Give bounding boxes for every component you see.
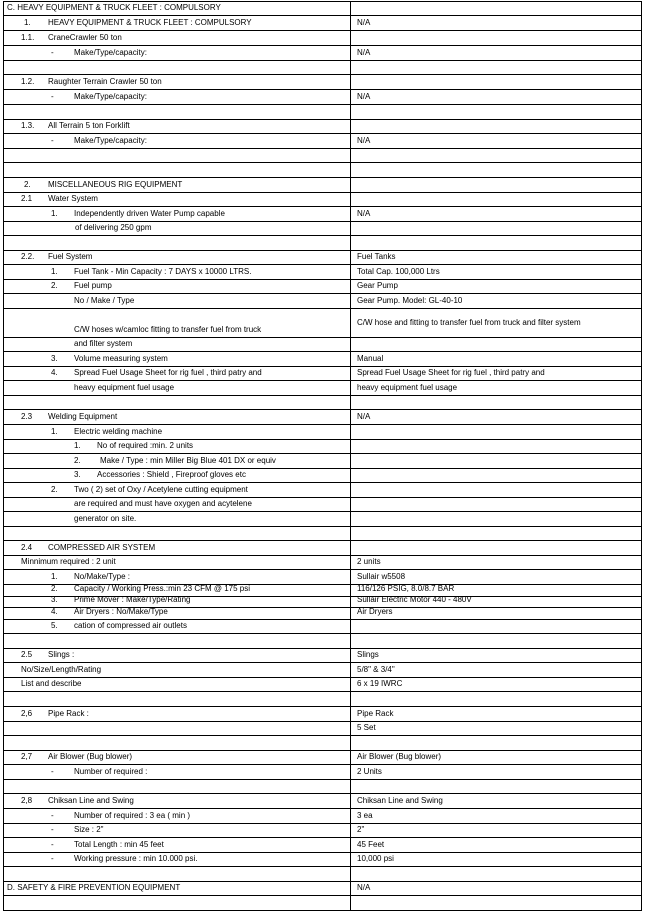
response-text: Sullair w5508 (357, 572, 406, 581)
response-cell (351, 105, 641, 119)
table-row (4, 556, 641, 570)
requirement-cell (4, 425, 351, 439)
requirement-text: CraneCrawler 50 ton (48, 33, 122, 42)
table-row (4, 90, 641, 105)
response-text: N/A (357, 92, 371, 101)
table-row (4, 46, 641, 61)
table-row (4, 16, 641, 31)
response-cell (351, 634, 641, 648)
requirement-cell (4, 440, 351, 453)
requirement-text: 1. (51, 572, 58, 581)
table-row (4, 824, 641, 838)
response-cell (351, 75, 641, 89)
response-cell (351, 440, 641, 453)
requirement-cell (4, 16, 351, 30)
table-row (4, 294, 641, 309)
requirement-cell (4, 794, 351, 808)
table-row (4, 75, 641, 90)
requirement-cell (4, 867, 351, 881)
response-text: Spread Fuel Usage Sheet for rig fuel , third patry and (357, 368, 545, 377)
response-cell (351, 765, 641, 779)
table-row (4, 570, 641, 585)
requirement-cell (4, 352, 351, 366)
response-cell (351, 425, 641, 439)
requirement-text: MISCELLANEOUS RIG EQUIPMENT (48, 180, 183, 189)
response-cell (351, 396, 641, 409)
requirement-text: - (51, 767, 54, 776)
response-cell (351, 207, 641, 221)
table-row (4, 498, 641, 512)
requirement-text: Working pressure : min 10.000 psi. (74, 854, 198, 863)
requirement-cell (4, 692, 351, 706)
requirement-text: No / Make / Type (74, 296, 135, 305)
requirement-cell (4, 149, 351, 162)
response-cell (351, 178, 641, 192)
table-row (4, 352, 641, 367)
requirement-text: 1.2. (21, 77, 35, 86)
response-text: Manual (357, 354, 384, 363)
table-row (4, 61, 641, 75)
response-text: C/W hose and fitting to transfer fuel from truck and filter system (357, 318, 581, 327)
requirement-cell (4, 46, 351, 60)
table-row (4, 469, 641, 483)
requirement-text: - (51, 92, 54, 101)
requirement-cell (4, 751, 351, 764)
requirement-text: Welding Equipment (48, 412, 118, 421)
table-row (4, 780, 641, 794)
requirement-cell (4, 570, 351, 584)
requirement-text: Accessories : Shield , Fireproof gloves etc (97, 470, 246, 479)
requirement-text: 4. (51, 368, 58, 377)
requirement-cell (4, 707, 351, 721)
requirement-text: Fuel Tank - Min Capacity : 7 DAYS x 10000 LTRS. (74, 267, 252, 276)
requirement-text: Volume measuring system (74, 354, 168, 363)
response-cell (351, 294, 641, 308)
requirement-cell (4, 236, 351, 250)
requirement-cell (4, 454, 351, 468)
requirement-text: 2. (51, 281, 58, 290)
requirement-text: Pipe Rack : (48, 709, 89, 718)
response-text: 10,000 psi (357, 854, 394, 863)
response-text: N/A (357, 18, 371, 27)
table-row (4, 765, 641, 780)
response-text: Gear Pump. Model: GL-40-10 (357, 296, 463, 305)
response-text: 45 Feet (357, 840, 385, 849)
response-cell (351, 649, 641, 662)
requirement-text: Make/Type/capacity: (74, 136, 147, 145)
requirement-cell (4, 663, 351, 677)
response-cell (351, 265, 641, 279)
requirement-cell (4, 556, 351, 569)
response-cell (351, 570, 641, 584)
requirement-cell (4, 882, 351, 895)
requirement-text: No of required :min. 2 units (97, 441, 194, 450)
response-cell (351, 663, 641, 677)
requirement-cell (4, 824, 351, 837)
response-text: N/A (357, 48, 371, 57)
requirement-text: HEAVY EQUIPMENT & TRUCK FLEET : COMPULSORY (48, 18, 252, 27)
table-row (4, 338, 641, 352)
requirement-text: 2,8 (21, 796, 33, 805)
response-cell (351, 736, 641, 750)
requirement-cell (4, 163, 351, 177)
requirement-cell (4, 483, 351, 497)
table-row (4, 483, 641, 498)
requirement-text: - (51, 840, 54, 849)
requirement-text: Total Length : min 45 feet (74, 840, 164, 849)
requirement-text: C. HEAVY EQUIPMENT & TRUCK FLEET : COMPULSORY (7, 3, 221, 12)
table-row (4, 751, 641, 765)
response-cell (351, 352, 641, 366)
response-text: Air Blower (Bug blower) (357, 752, 442, 761)
requirement-cell (4, 469, 351, 482)
requirement-text: - (51, 811, 54, 820)
requirement-text: C/W hoses w/camloc fitting to transfer fuel from truck (74, 325, 262, 334)
requirement-text: 2,6 (21, 709, 33, 718)
requirement-text: 4. (51, 607, 58, 616)
requirement-text: No/Make/Type : (74, 572, 131, 581)
requirement-cell (4, 90, 351, 104)
table-row (4, 527, 641, 541)
response-cell (351, 381, 641, 395)
requirement-cell (4, 541, 351, 555)
table-row (4, 396, 641, 410)
table-row (4, 280, 641, 294)
requirement-cell (4, 207, 351, 221)
requirement-cell (4, 649, 351, 662)
response-text: Total Cap. 100,000 Ltrs (357, 267, 440, 276)
requirement-text: COMPRESSED AIR SYSTEM (48, 543, 156, 552)
table-row (4, 678, 641, 692)
requirement-text: Air Blower (Bug blower) (48, 752, 133, 761)
requirement-text: Electric welding machine (74, 427, 163, 436)
requirement-text: Air Dryers : No/Make/Type (74, 607, 168, 616)
requirement-cell (4, 396, 351, 409)
response-text: 2 units (357, 557, 381, 566)
response-cell (351, 780, 641, 793)
table-row (4, 736, 641, 751)
requirement-cell (4, 736, 351, 750)
table-row (4, 222, 641, 236)
requirement-cell (4, 853, 351, 866)
response-cell (351, 469, 641, 482)
response-cell (351, 751, 641, 764)
requirement-text: 1. (51, 427, 58, 436)
table-row (4, 882, 641, 896)
response-cell (351, 678, 641, 691)
response-cell (351, 61, 641, 74)
table-row (4, 722, 641, 736)
response-text: Fuel Tanks (357, 252, 396, 261)
requirement-text: 2. (51, 485, 58, 494)
requirement-text: generator on site. (74, 514, 137, 523)
requirement-text: heavy equipment fuel usage (74, 383, 175, 392)
response-text: N/A (357, 883, 371, 892)
response-cell (351, 896, 641, 910)
requirement-text: Two ( 2) set of Oxy / Acetylene cutting equipment (74, 485, 248, 494)
response-text: Sullair Electric Motor 440 - 480V (357, 595, 472, 604)
requirement-cell (4, 222, 351, 235)
table-row (4, 541, 641, 556)
requirement-text: 2.5 (21, 650, 33, 659)
requirement-text: of delivering 250 gpm (75, 223, 152, 232)
requirement-cell (4, 251, 351, 264)
response-cell (351, 597, 641, 607)
requirement-text: 2,7 (21, 752, 33, 761)
response-text: 5/8" & 3/4" (357, 665, 395, 674)
response-cell (351, 280, 641, 293)
requirement-cell (4, 608, 351, 619)
requirement-cell (4, 896, 351, 910)
table-row (4, 620, 641, 634)
response-text: N/A (357, 412, 371, 421)
requirement-cell (4, 597, 351, 607)
requirement-text: Independently driven Water Pump capable (74, 209, 225, 218)
requirement-cell (4, 678, 351, 691)
response-cell (351, 512, 641, 526)
response-cell (351, 853, 641, 866)
requirement-cell (4, 75, 351, 89)
requirement-text: 2.2. (21, 252, 35, 261)
requirement-text: Fuel pump (74, 281, 112, 290)
requirement-text: Make/Type/capacity: (74, 48, 147, 57)
requirement-cell (4, 294, 351, 308)
requirement-text: Number of required : 3 ea ( min ) (74, 811, 191, 820)
response-text: 2 Units (357, 767, 382, 776)
table-row (4, 207, 641, 222)
response-text: 116/126 PSIG, 8.0/8.7 BAR (357, 584, 455, 593)
response-cell (351, 134, 641, 148)
table-row (4, 381, 641, 396)
table-row (4, 896, 641, 910)
table-row (4, 251, 641, 265)
table-row (4, 649, 641, 663)
requirement-text: No/Size/Length/Rating (21, 665, 102, 674)
table-row (4, 809, 641, 824)
requirement-text: Size : 2" (74, 825, 104, 834)
response-cell (351, 794, 641, 808)
requirement-cell (4, 780, 351, 793)
table-row (4, 663, 641, 678)
requirement-text: Slings : (48, 650, 75, 659)
requirement-text: 2. (74, 456, 81, 465)
response-text: Pipe Rack (357, 709, 394, 718)
response-cell (351, 527, 641, 540)
table-row (4, 120, 641, 134)
requirement-text: and filter system (74, 339, 133, 348)
response-text: 5 Set (357, 723, 376, 732)
table-row (4, 163, 641, 178)
requirement-text: Prime Mover : Make/Type/Rating (74, 595, 191, 604)
table-row (4, 309, 641, 338)
response-cell (351, 16, 641, 30)
table-row (4, 707, 641, 722)
table-row (4, 178, 641, 193)
response-cell (351, 824, 641, 837)
table-row (4, 105, 641, 120)
table-row (4, 134, 641, 149)
response-cell (351, 46, 641, 60)
requirement-cell (4, 367, 351, 380)
table-row (4, 410, 641, 425)
requirement-cell (4, 634, 351, 648)
requirement-cell (4, 120, 351, 133)
table-row (4, 193, 641, 207)
response-cell (351, 193, 641, 206)
response-cell (351, 556, 641, 569)
requirement-cell (4, 309, 351, 337)
requirement-text: Capacity / Working Press.:min 23 CFM @ 175 psi (74, 584, 251, 593)
requirement-cell (4, 105, 351, 119)
requirement-text: Chiksan Line and Swing (48, 796, 134, 805)
table-row (4, 634, 641, 649)
response-cell (351, 707, 641, 721)
response-cell (351, 149, 641, 162)
requirement-cell (4, 265, 351, 279)
response-cell (351, 367, 641, 380)
response-cell (351, 236, 641, 250)
requirement-cell (4, 527, 351, 540)
response-cell (351, 498, 641, 511)
requirement-text: 3. (51, 595, 58, 604)
response-cell (351, 882, 641, 895)
requirement-text: 3. (74, 470, 81, 479)
table-row (4, 794, 641, 809)
requirement-text: - (51, 48, 54, 57)
response-text: 2" (357, 825, 365, 834)
requirement-text: 2.3 (21, 412, 33, 421)
requirement-text: Minnimum required : 2 unit (21, 557, 116, 566)
requirement-text: 1.1. (21, 33, 35, 42)
requirement-text: 5. (51, 621, 58, 630)
response-cell (351, 309, 641, 337)
table-row (4, 31, 641, 46)
response-cell (351, 454, 641, 468)
response-cell (351, 541, 641, 555)
requirement-cell (4, 722, 351, 735)
requirement-text: Number of required : (74, 767, 148, 776)
response-cell (351, 809, 641, 823)
requirement-text: D. SAFETY & FIRE PREVENTION EQUIPMENT (7, 883, 181, 892)
table-row (4, 838, 641, 853)
table-row (4, 367, 641, 381)
response-cell (351, 620, 641, 633)
response-cell (351, 120, 641, 133)
requirement-text: 1. (24, 18, 31, 27)
response-cell (351, 90, 641, 104)
requirement-text: - (51, 854, 54, 863)
response-text: Slings (357, 650, 379, 659)
requirement-cell (4, 512, 351, 526)
table-row (4, 149, 641, 163)
response-cell (351, 410, 641, 424)
requirement-text: 3. (51, 354, 58, 363)
requirement-text: - (51, 136, 54, 145)
response-cell (351, 251, 641, 264)
response-text: 6 x 19 IWRC (357, 679, 403, 688)
requirement-cell (4, 61, 351, 74)
requirement-cell (4, 134, 351, 148)
response-text: N/A (357, 136, 371, 145)
response-cell (351, 163, 641, 177)
response-cell (351, 222, 641, 235)
requirement-text: 2.4 (21, 543, 33, 552)
requirement-text: cation of compressed air outlets (74, 621, 187, 630)
table-row (4, 236, 641, 251)
requirement-cell (4, 193, 351, 206)
requirement-cell (4, 178, 351, 192)
requirement-text: Spread Fuel Usage Sheet for rig fuel , third patry and (74, 368, 262, 377)
requirement-text: Make / Type : min Miller Big Blue 401 DX or equiv (100, 456, 276, 465)
response-text: heavy equipment fuel usage (357, 383, 458, 392)
response-text: 3 ea (357, 811, 373, 820)
response-cell (351, 838, 641, 852)
table-row (4, 853, 641, 867)
requirement-cell (4, 620, 351, 633)
requirement-cell (4, 410, 351, 424)
requirement-cell (4, 381, 351, 395)
response-text: N/A (357, 209, 371, 218)
requirement-text: Fuel System (48, 252, 93, 261)
requirement-text: All Terrain 5 ton Forklift (48, 121, 130, 130)
response-cell (351, 608, 641, 619)
requirement-cell (4, 338, 351, 351)
table-row (4, 454, 641, 469)
table-row (4, 2, 641, 16)
response-cell (351, 692, 641, 706)
table-row (4, 265, 641, 280)
requirement-text: are required and must have oxygen and acytelene (74, 499, 252, 508)
requirement-text: 2. (51, 584, 58, 593)
response-text: Air Dryers (357, 607, 393, 616)
requirement-text: Raughter Terrain Crawler 50 ton (48, 77, 162, 86)
requirement-cell (4, 2, 351, 15)
table-row (4, 512, 641, 527)
response-cell (351, 31, 641, 45)
table-row (4, 608, 641, 620)
requirement-text: 2.1 (21, 194, 33, 203)
requirement-cell (4, 838, 351, 852)
requirement-text: List and describe (21, 679, 82, 688)
table-row (4, 692, 641, 707)
equipment-table (3, 1, 642, 911)
requirement-text: 1. (51, 267, 58, 276)
table-row (4, 867, 641, 882)
requirement-text: - (51, 825, 54, 834)
requirement-text: 1.3. (21, 121, 35, 130)
table-row (4, 440, 641, 454)
response-cell (351, 483, 641, 497)
table-row (4, 425, 641, 440)
response-cell (351, 338, 641, 351)
requirement-text: 1. (51, 209, 58, 218)
requirement-text: Water System (48, 194, 98, 203)
requirement-text: 2. (24, 180, 31, 189)
requirement-cell (4, 498, 351, 511)
response-text: Gear Pump (357, 281, 398, 290)
response-cell (351, 2, 641, 15)
response-text: Chiksan Line and Swing (357, 796, 443, 805)
requirement-text: Make/Type/capacity: (74, 92, 147, 101)
requirement-cell (4, 809, 351, 823)
requirement-text: 1. (74, 441, 81, 450)
response-cell (351, 867, 641, 881)
response-cell (351, 722, 641, 735)
requirement-cell (4, 280, 351, 293)
requirement-cell (4, 765, 351, 779)
requirement-cell (4, 31, 351, 45)
